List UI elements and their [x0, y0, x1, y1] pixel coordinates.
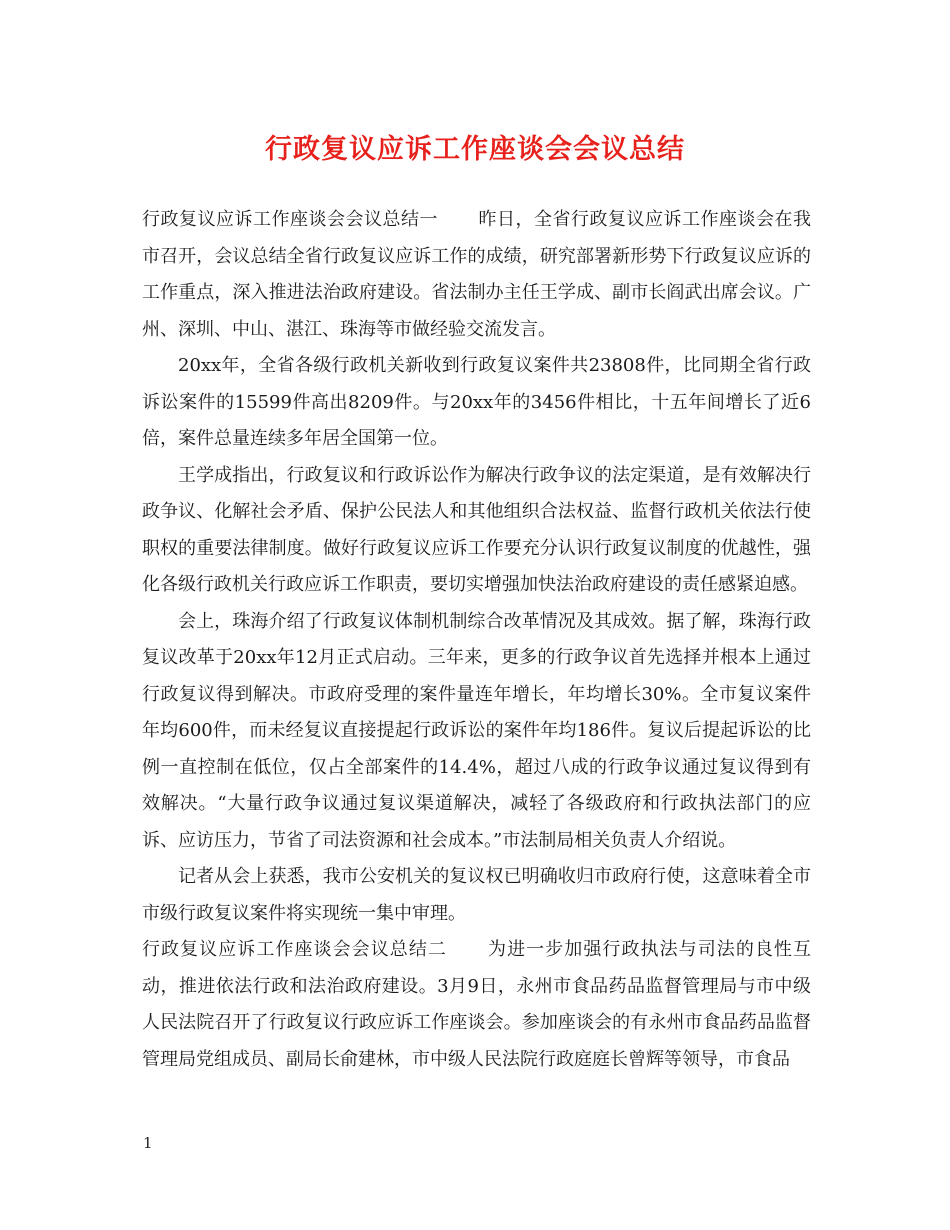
section1-heading: 行政复议应诉工作座谈会会议总结一	[142, 209, 438, 230]
paragraph-zhuhai-reform: 会上，珠海介绍了行政复议体制机制综合改革情况及其成效。据了解，珠海行政复议改革于20xx年12月正式启动。三年来，更多的行政争议首先选择并根本上通过行政复议得到解决。市政府受理的案件量连年增长，年均增长30%。全市复议案件年均600件，而未经复议直接提起行政诉讼的案件年均186件。复议后提起诉讼的比例一直控制在低位，仅占全部案件的14.4%，超过八成的行政争议通过复议得到有效解决。“大量行政争议通过复议渠道解决，减轻了各级政府和行政执法部门的应诉、应访压力，节省了司法资源和社会成本。”市法制局相关负责人介绍说。	[142, 610, 811, 851]
document-title: 行政复议应诉工作座谈会会议总结	[265, 134, 685, 165]
paragraph-statistics: 20xx年，全省各级行政机关新收到行政复议案件共23808件，比同期全省行政诉讼案件的15599件高出8209件。与20xx年的3456件相比，十五年间增长了近6倍，案件总量连续多年居全国第一位。	[142, 355, 811, 449]
section2-intro-paragraph	[142, 932, 811, 1078]
section2-heading: 行政复议应诉工作座谈会会议总结二	[142, 939, 447, 960]
page-number: 1	[143, 1134, 153, 1152]
paragraph-wang-remarks: 王学成指出，行政复议和行政诉讼作为解决行政争议的法定渠道，是有效解决行政争议、化解社会矛盾、保护公民法人和其他组织合法权益、监督行政机关依法行使职权的重要法律制度。做好行政复议应诉工作要充分认识行政复议制度的优越性，强化各级行政机关行政应诉工作职责，要切实增强加快法治政府建设的责任感紧迫感。	[142, 464, 811, 595]
paragraph-police-review: 记者从会上获悉，我市公安机关的复议权已明确收归市政府行使，这意味着全市市级行政复议案件将实现统一集中审理。	[142, 866, 811, 924]
section2-intro-text: 为进一步加强行政执法与司法的良性互动，推进依法行政和法治政府建设。3月9日，永州市食品药品监督管理局与市中级人民法院召开了行政复议行政应诉工作座谈会。参加座谈会的有永州市食品药品监督管理局党组成员、副局长俞建林，市中级人民法院行政庭庭长曾辉等领导，市食品	[142, 939, 811, 1070]
section1-intro-text: 昨日，全省行政复议应诉工作座谈会在我市召开，会议总结全省行政复议应诉工作的成绩，研究部署新形势下行政复议应诉的工作重点，深入推进法治政府建设。省法制办主任王学成、副市长阎武出席会议。广州、深圳、中山、湛江、珠海等市做经验交流发言。	[142, 209, 811, 340]
section1-intro-paragraph	[142, 202, 811, 348]
document-body	[142, 202, 811, 1078]
